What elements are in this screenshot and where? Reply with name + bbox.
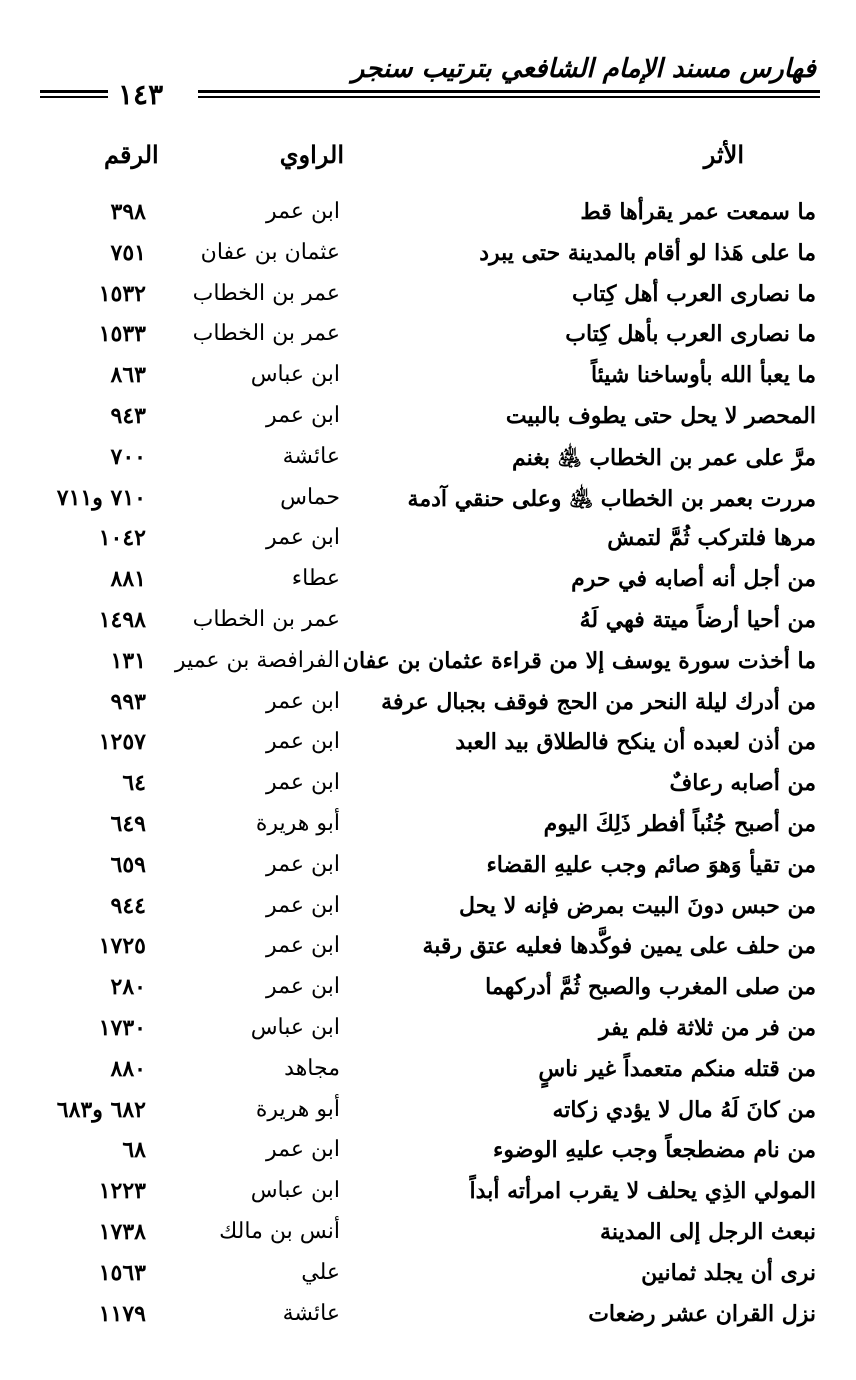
athar-cell: ما على هَذا لو أقام بالمدينة حتى يبرد <box>479 239 816 266</box>
table-row <box>0 727 856 768</box>
raqm-cell: ١٤٩٨ <box>98 606 146 633</box>
rawi-cell: ابن عمر <box>266 933 340 959</box>
rawi-cell: عمر بن الخطاب <box>192 606 340 632</box>
athar-cell: من نام مضطجعاً وجب عليهِ الوضوء <box>493 1137 816 1164</box>
column-header-rawi: الراوي <box>279 140 344 169</box>
rawi-cell: عائشة <box>282 443 340 469</box>
athar-cell: مرها فلتركب ثُمَّ لتمش <box>607 525 816 552</box>
table-row <box>0 809 856 850</box>
rawi-cell: ابن عمر <box>266 525 340 551</box>
table-row <box>0 442 856 483</box>
table-row <box>0 483 856 524</box>
table-row <box>0 1176 856 1217</box>
rawi-cell: عطاء <box>291 566 340 592</box>
raqm-cell: ٧١٠ و٧١١ <box>56 484 146 511</box>
raqm-cell: ٩٤٣ <box>110 402 146 429</box>
rawi-cell: أنس بن مالك <box>219 1218 340 1244</box>
rawi-cell: ابن عمر <box>266 1137 340 1163</box>
raqm-cell: ٩٩٣ <box>110 688 146 715</box>
athar-cell: ما أخذت سورة يوسف إلا من قراءة عثمان بن عفان <box>342 647 816 674</box>
raqm-cell: ٦٨٢ و٦٨٣ <box>56 1096 146 1123</box>
rawi-cell: عائشة <box>282 1300 340 1326</box>
table-row <box>0 768 856 809</box>
raqm-cell: ١٥٣٣ <box>98 321 146 348</box>
rawi-cell: ابن عمر <box>266 688 340 714</box>
table-row <box>0 1299 856 1340</box>
header-rule-left <box>40 90 108 98</box>
table-row <box>0 523 856 564</box>
athar-cell: من حبس دونَ البيت بمرض فإنه لا يحل <box>459 892 816 919</box>
raqm-cell: ٩٤٤ <box>110 892 146 919</box>
table-row <box>0 238 856 279</box>
raqm-cell: ١٢٥٧ <box>98 729 146 756</box>
table-row <box>0 850 856 891</box>
athar-cell: المحصر لا يحل حتى يطوف بالبيت <box>505 402 816 429</box>
raqm-cell: ١٥٣٢ <box>98 280 146 307</box>
raqm-cell: ٨٦٣ <box>110 362 146 389</box>
raqm-cell: ١٥٦٣ <box>98 1259 146 1286</box>
page-number: ١٤٣ <box>118 78 164 111</box>
athar-cell: نرى أن يجلد ثمانين <box>641 1259 816 1286</box>
rawi-cell: ابن عمر <box>266 974 340 1000</box>
table-row <box>0 891 856 932</box>
table-row <box>0 931 856 972</box>
rawi-cell: ابن عمر <box>266 199 340 224</box>
raqm-cell: ٨٨٠ <box>110 1055 146 1082</box>
table-row <box>0 687 856 728</box>
raqm-cell: ١٧٣٠ <box>98 1014 146 1041</box>
rawi-cell: الفرافصة بن عمير <box>174 647 340 673</box>
table-row <box>0 401 856 442</box>
athar-cell: من حلف على يمين فوكَّدها فعليه عتق رقبة <box>422 933 816 960</box>
athar-cell: من تقيأ وَهوَ صائم وجب عليهِ القضاء <box>486 851 816 878</box>
athar-cell: من أصبح جُنُباً أفطر ذَلِكَ اليوم <box>543 810 816 837</box>
table-row <box>0 1054 856 1095</box>
table-row <box>0 605 856 646</box>
rawi-cell: أبو هريرة <box>255 810 340 836</box>
table-row <box>0 646 856 687</box>
athar-cell: المولي الذِي يحلف لا يقرب امرأته أبداً <box>469 1178 816 1205</box>
rawi-cell: مجاهد <box>284 1055 340 1081</box>
athar-cell: مرَّ على عمر بن الخطاب ﵁ بغنم <box>511 444 816 471</box>
raqm-cell: ٦٥٩ <box>110 851 146 878</box>
rawi-cell: عثمان بن عفان <box>200 239 340 265</box>
running-title: فهارس مسند الإمام الشافعي بترتيب سنجر <box>351 54 816 84</box>
athar-cell: من صلى المغرب والصبح ثُمَّ أدركهما <box>485 974 816 1001</box>
raqm-cell: ٧٥١ <box>110 239 146 266</box>
athar-cell: ما نصارى العرب أهل كِتاب <box>571 280 816 307</box>
raqm-cell: ١٣١ <box>110 647 146 674</box>
table-row <box>0 319 856 360</box>
rawi-cell: ابن عمر <box>266 402 340 428</box>
raqm-cell: ١٧٣٨ <box>98 1218 146 1245</box>
athar-cell: من كانَ لَهُ مال لا يؤدي زكاته <box>552 1096 816 1123</box>
header-rule-right <box>198 90 820 98</box>
rawi-cell: ابن عمر <box>266 892 340 918</box>
raqm-cell: ٦٤ <box>122 770 146 797</box>
athar-cell: من أحيا أرضاً ميتة فهي لَهُ <box>579 606 816 633</box>
raqm-cell: ٣٩٨ <box>110 199 146 225</box>
raqm-cell: ١٧٢٥ <box>98 933 146 960</box>
raqm-cell: ١٢٢٣ <box>98 1178 146 1205</box>
column-headers <box>0 140 856 180</box>
athar-cell: نزل القران عشر رضعات <box>588 1300 816 1327</box>
raqm-cell: ٨٨١ <box>110 566 146 593</box>
column-header-athar: الأثر <box>703 140 744 169</box>
rawi-cell: ابن عباس <box>250 1014 340 1040</box>
table-row <box>0 360 856 401</box>
raqm-cell: ١١٧٩ <box>98 1300 146 1327</box>
athar-cell: مررت بعمر بن الخطاب ﵁ وعلى حنقي آدمة <box>407 485 816 512</box>
rawi-cell: أبو هريرة <box>255 1096 340 1122</box>
rawi-cell: ابن عمر <box>266 851 340 877</box>
athar-cell: ما يعبأ الله بأوساخنا شيئاً <box>590 362 816 389</box>
raqm-cell: ١٠٤٢ <box>98 525 146 552</box>
rawi-cell: ابن عمر <box>266 770 340 796</box>
rawi-cell: ابن عمر <box>266 729 340 755</box>
table-row <box>0 1135 856 1176</box>
rawi-cell: عمر بن الخطاب <box>192 321 340 347</box>
raqm-cell: ٢٨٠ <box>110 974 146 1001</box>
athar-cell: ما سمعت عمر يقرأها قط <box>580 199 816 225</box>
table-row <box>0 1217 856 1258</box>
table-row <box>0 279 856 320</box>
athar-cell: ما نصارى العرب بأهل كِتاب <box>565 321 816 348</box>
rawi-cell: عمر بن الخطاب <box>192 280 340 306</box>
index-table <box>0 197 856 1339</box>
athar-cell: من أدرك ليلة النحر من الحج فوقف بجبال عرفة <box>381 688 816 715</box>
column-header-raqm: الرقم <box>104 140 159 169</box>
athar-cell: من أذن لعبده أن ينكح فالطلاق بيد العبد <box>455 729 816 756</box>
athar-cell: من أصابه رعافٌ <box>669 770 816 797</box>
rawi-cell: علي <box>301 1259 340 1285</box>
raqm-cell: ٦٤٩ <box>110 810 146 837</box>
table-row <box>0 564 856 605</box>
athar-cell: من قتله منكم متعمداً غير ناسٍ <box>538 1055 816 1082</box>
table-row <box>0 1013 856 1054</box>
raqm-cell: ٧٠٠ <box>110 443 146 470</box>
table-row <box>0 972 856 1013</box>
athar-cell: نبعث الرجل إلى المدينة <box>600 1218 816 1245</box>
table-row <box>0 197 856 238</box>
rawi-cell: ابن عباس <box>250 1178 340 1204</box>
athar-cell: من أجل أنه أصابه في حرم <box>571 566 816 593</box>
rawi-cell: حماس <box>280 484 340 510</box>
table-row <box>0 1095 856 1136</box>
table-row <box>0 1258 856 1299</box>
athar-cell: من فر من ثلاثة فلم يفر <box>598 1014 816 1041</box>
rawi-cell: ابن عباس <box>250 362 340 388</box>
raqm-cell: ٦٨ <box>122 1137 146 1164</box>
